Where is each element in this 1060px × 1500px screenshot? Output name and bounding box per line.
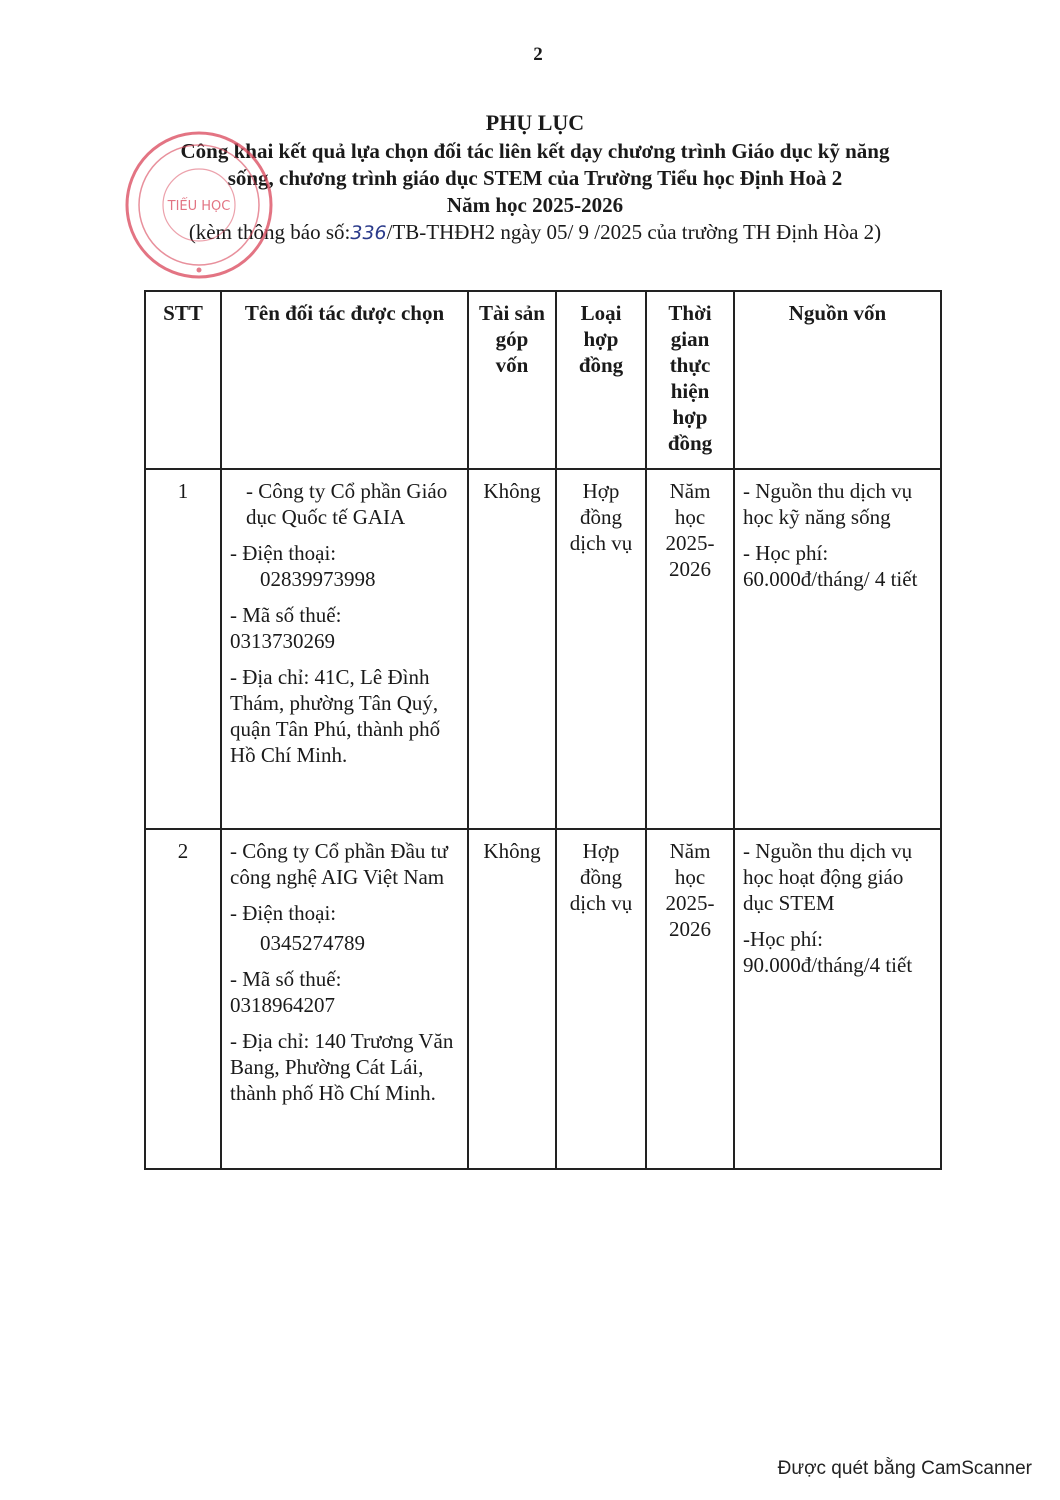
contract-type-value: Hợp đồng dịch vụ	[556, 469, 646, 829]
reference-suffix: /TB-THĐH2 ngày 05/ 9 /2025 của trường TH Định Hòa 2)	[386, 220, 882, 244]
reference-number: 336	[350, 222, 387, 244]
company-name: - Công ty Cổ phần Đầu tư công nghệ AIG Việt Nam	[230, 839, 448, 889]
company-address: - Địa chỉ: 140 Trương Văn Bang, Phường Cát Lái, thành phố Hồ Chí Minh.	[230, 1029, 454, 1105]
school-year-line: Năm học 2025-2026	[446, 193, 624, 217]
partner-details	[221, 829, 468, 1169]
company-name: - Công ty Cổ phần Giáo dục Quốc tế GAIA	[246, 479, 448, 529]
phone-label: - Điện thoại:	[230, 901, 337, 925]
school-seal-stamp	[122, 128, 276, 282]
header-contract-type: Loại hợp đồng	[556, 291, 646, 469]
header-duration: Thời gian thực hiện hợp đồng	[646, 291, 734, 469]
header-funding: Nguồn vốn	[734, 291, 941, 469]
company-address: - Địa chỉ: 41C, Lê Đình Thám, phường Tân Quý, quận Tân Phú, thành phố Hồ Chí Minh.	[230, 665, 441, 767]
header-stt: STT	[145, 291, 221, 469]
tuition-fee: - Học phí: 60.000đ/tháng/ 4 tiết	[743, 541, 918, 591]
header-asset: Tài sản góp vốn	[468, 291, 556, 469]
tax-number: 0313730269	[230, 629, 335, 653]
contract-type-value: Hợp đồng dịch vụ	[556, 829, 646, 1169]
funding-details	[734, 469, 941, 829]
heading-line-2: sống, chương trình giáo dục STEM của Trường Tiểu học Định Hoà 2	[227, 166, 843, 190]
heading-line-1: Công khai kết quả lựa chọn đối tác liên kết dạy chương trình Giáo dục kỹ năng	[180, 139, 890, 163]
reference-prefix: (kèm thông báo số:	[188, 220, 351, 244]
tax-number: 0318964207	[230, 993, 335, 1017]
camscanner-watermark: Được quét bằng CamScanner	[777, 1458, 1032, 1479]
stamp-text: TIỂU HỌC	[167, 199, 231, 214]
duration-value: Năm học 2025-2026	[646, 829, 734, 1169]
page-number: 2	[533, 44, 543, 65]
appendix-title: PHỤ LỤC	[485, 110, 585, 135]
funding-source: - Nguồn thu dịch vụ học kỹ năng sống	[743, 479, 913, 529]
asset-value: Không	[468, 829, 556, 1169]
table-header-row	[145, 291, 941, 469]
asset-value: Không	[468, 469, 556, 829]
header-partner-name: Tên đối tác được chọn	[221, 291, 468, 469]
funding-source: - Nguồn thu dịch vụ học hoạt động giáo dục STEM	[743, 839, 913, 915]
funding-details	[734, 829, 941, 1169]
tax-label: - Mã số thuế:	[230, 603, 342, 627]
tuition-fee: -Học phí: 90.000đ/tháng/4 tiết	[743, 927, 913, 977]
row-stt: 2	[145, 829, 221, 1169]
phone-number: 02839973998	[260, 567, 376, 591]
row-stt: 1	[145, 469, 221, 829]
duration-value: Năm học 2025-2026	[646, 469, 734, 829]
phone-number: 0345274789	[260, 931, 365, 955]
table-row	[145, 829, 941, 1169]
table-row	[145, 469, 941, 829]
phone-label: - Điện thoại:	[230, 541, 337, 565]
partner-details	[221, 469, 468, 829]
partner-selection-table	[144, 290, 942, 1170]
tax-label: - Mã số thuế:	[230, 967, 342, 991]
